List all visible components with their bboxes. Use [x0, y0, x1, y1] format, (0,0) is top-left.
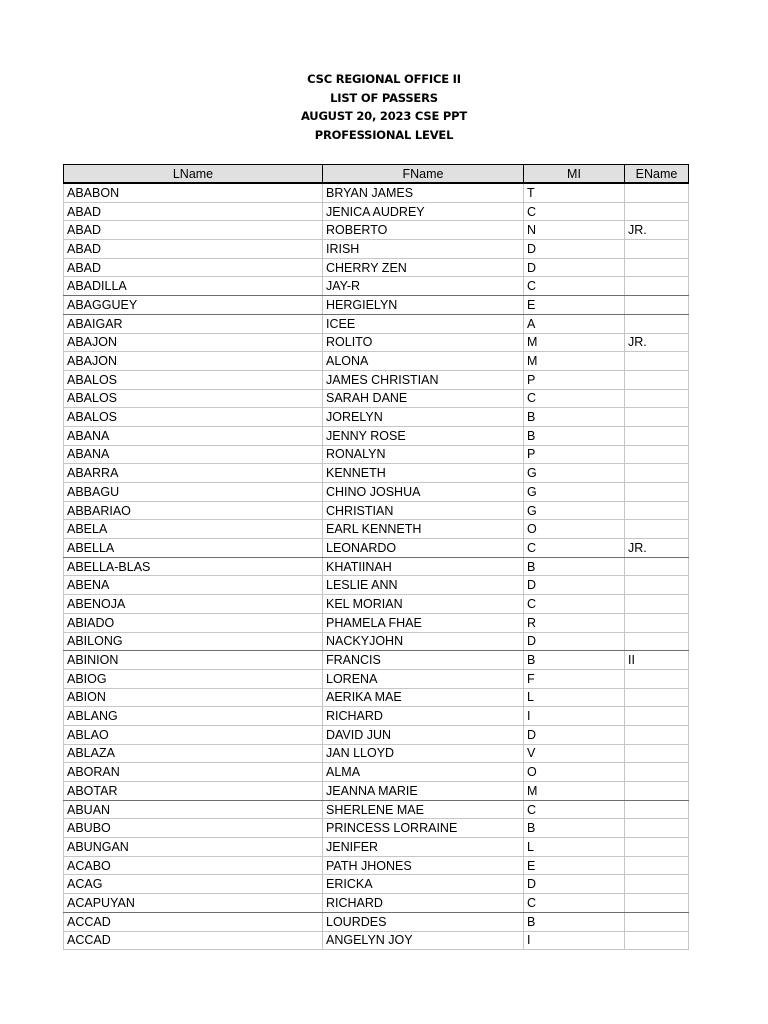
- ename-cell: [625, 894, 689, 913]
- lname-cell: ABAD: [64, 202, 323, 221]
- table-row: [64, 296, 689, 315]
- document-header: [0, 70, 768, 144]
- lname-cell: ABARRA: [64, 464, 323, 483]
- fname-cell: PATH JHONES: [323, 856, 524, 875]
- ename-cell: [625, 389, 689, 408]
- lname-cell: ABENOJA: [64, 595, 323, 614]
- fname-cell: EARL KENNETH: [323, 520, 524, 539]
- lname-cell: ABAD: [64, 221, 323, 240]
- fname-cell: ROLITO: [323, 333, 524, 352]
- fname-cell: JEANNA MARIE: [323, 782, 524, 801]
- lname-cell: ABUNGAN: [64, 838, 323, 857]
- lname-cell: ABALOS: [64, 389, 323, 408]
- lname-cell: ABAIGAR: [64, 314, 323, 333]
- ename-cell: [625, 576, 689, 595]
- ename-cell: [625, 202, 689, 221]
- mi-cell: B: [524, 651, 625, 670]
- table-row: [64, 483, 689, 502]
- mi-cell: V: [524, 744, 625, 763]
- lname-cell: ABOTAR: [64, 782, 323, 801]
- mi-cell: D: [524, 576, 625, 595]
- fname-cell: JAN LLOYD: [323, 744, 524, 763]
- fname-cell: HERGIELYN: [323, 296, 524, 315]
- mi-cell: P: [524, 370, 625, 389]
- mi-cell: C: [524, 595, 625, 614]
- mi-cell: L: [524, 688, 625, 707]
- fname-cell: PHAMELA FHAE: [323, 613, 524, 632]
- ename-cell: [625, 595, 689, 614]
- table-row: [64, 613, 689, 632]
- ename-cell: [625, 464, 689, 483]
- ename-cell: [625, 875, 689, 894]
- fname-cell: KEL MORIAN: [323, 595, 524, 614]
- lname-cell: ABAJON: [64, 352, 323, 371]
- fname-cell: RICHARD: [323, 894, 524, 913]
- ename-cell: [625, 408, 689, 427]
- office-title: CSC REGIONAL OFFICE II: [307, 72, 461, 86]
- table-row: [64, 333, 689, 352]
- ename-cell: JR.: [625, 539, 689, 558]
- mi-cell: C: [524, 277, 625, 296]
- table-row: [64, 800, 689, 819]
- lname-cell: ABION: [64, 688, 323, 707]
- lname-cell: ABIOG: [64, 669, 323, 688]
- lname-cell: ABANA: [64, 426, 323, 445]
- mi-cell: M: [524, 782, 625, 801]
- table-row: [64, 688, 689, 707]
- fname-cell: ALONA: [323, 352, 524, 371]
- fname-cell: LOURDES: [323, 912, 524, 931]
- mi-cell: C: [524, 539, 625, 558]
- ename-cell: [625, 483, 689, 502]
- fname-cell: NACKYJOHN: [323, 632, 524, 651]
- ename-cell: [625, 613, 689, 632]
- lname-cell: ABAD: [64, 258, 323, 277]
- table-row: [64, 258, 689, 277]
- ename-cell: [625, 183, 689, 202]
- lname-cell: ABALOS: [64, 370, 323, 389]
- lname-cell: ABLAZA: [64, 744, 323, 763]
- lname-cell: ABELLA: [64, 539, 323, 558]
- table-row: [64, 352, 689, 371]
- table-row: [64, 651, 689, 670]
- table-row: [64, 595, 689, 614]
- ename-cell: [625, 296, 689, 315]
- table-row: [64, 221, 689, 240]
- column-header-fname: FName: [323, 165, 524, 184]
- mi-cell: C: [524, 894, 625, 913]
- fname-cell: ANGELYN JOY: [323, 931, 524, 950]
- passers-table: [63, 164, 689, 950]
- ename-cell: [625, 763, 689, 782]
- mi-cell: I: [524, 707, 625, 726]
- lname-cell: ABAD: [64, 240, 323, 259]
- exam-level: PROFESSIONAL LEVEL: [314, 127, 454, 142]
- mi-cell: B: [524, 912, 625, 931]
- ename-cell: [625, 707, 689, 726]
- ename-cell: [625, 725, 689, 744]
- lname-cell: ABBARIAO: [64, 501, 323, 520]
- ename-cell: [625, 669, 689, 688]
- table-row: [64, 894, 689, 913]
- ename-cell: [625, 240, 689, 259]
- ename-cell: JR.: [625, 221, 689, 240]
- mi-cell: D: [524, 258, 625, 277]
- lname-cell: ABADILLA: [64, 277, 323, 296]
- mi-cell: G: [524, 501, 625, 520]
- table-row: [64, 632, 689, 651]
- fname-cell: JAY-R: [323, 277, 524, 296]
- table-row: [64, 539, 689, 558]
- lname-cell: ABORAN: [64, 763, 323, 782]
- table-row: [64, 782, 689, 801]
- table-row: [64, 557, 689, 576]
- table-row: [64, 875, 689, 894]
- fname-cell: JENICA AUDREY: [323, 202, 524, 221]
- lname-cell: ABLANG: [64, 707, 323, 726]
- table-row: [64, 464, 689, 483]
- ename-cell: [625, 632, 689, 651]
- mi-cell: O: [524, 520, 625, 539]
- table-row: [64, 707, 689, 726]
- lname-cell: ACAPUYAN: [64, 894, 323, 913]
- table-row: [64, 408, 689, 427]
- mi-cell: O: [524, 763, 625, 782]
- exam-date: AUGUST 20, 2023 CSE PPT: [300, 109, 468, 124]
- table-row: [64, 744, 689, 763]
- fname-cell: JENIFER: [323, 838, 524, 857]
- mi-cell: M: [524, 333, 625, 352]
- table-row: [64, 314, 689, 333]
- mi-cell: C: [524, 202, 625, 221]
- table-row: [64, 240, 689, 259]
- table-row: [64, 669, 689, 688]
- ename-cell: [625, 370, 689, 389]
- ename-cell: [625, 688, 689, 707]
- fname-cell: BRYAN JAMES: [323, 183, 524, 202]
- table-row: [64, 183, 689, 202]
- column-header-ename: EName: [625, 165, 689, 184]
- mi-cell: F: [524, 669, 625, 688]
- table-row: [64, 426, 689, 445]
- mi-cell: B: [524, 819, 625, 838]
- ename-cell: [625, 501, 689, 520]
- fname-cell: SHERLENE MAE: [323, 800, 524, 819]
- table-row: [64, 725, 689, 744]
- mi-cell: E: [524, 856, 625, 875]
- table-row: [64, 370, 689, 389]
- lname-cell: ABUAN: [64, 800, 323, 819]
- ename-cell: [625, 819, 689, 838]
- ename-cell: [625, 258, 689, 277]
- ename-cell: [625, 744, 689, 763]
- table-row: [64, 501, 689, 520]
- table-row: [64, 520, 689, 539]
- mi-cell: D: [524, 632, 625, 651]
- fname-cell: JORELYN: [323, 408, 524, 427]
- fname-cell: CHERRY ZEN: [323, 258, 524, 277]
- fname-cell: CHINO JOSHUA: [323, 483, 524, 502]
- fname-cell: KENNETH: [323, 464, 524, 483]
- fname-cell: LESLIE ANN: [323, 576, 524, 595]
- lname-cell: ABUBO: [64, 819, 323, 838]
- ename-cell: [625, 352, 689, 371]
- lname-cell: ACABO: [64, 856, 323, 875]
- table-row: [64, 838, 689, 857]
- fname-cell: FRANCIS: [323, 651, 524, 670]
- table-row: [64, 931, 689, 950]
- fname-cell: ALMA: [323, 763, 524, 782]
- mi-cell: D: [524, 725, 625, 744]
- mi-cell: R: [524, 613, 625, 632]
- lname-cell: ABALOS: [64, 408, 323, 427]
- ename-cell: [625, 856, 689, 875]
- lname-cell: ACCAD: [64, 931, 323, 950]
- table-row: [64, 389, 689, 408]
- lname-cell: ABAGGUEY: [64, 296, 323, 315]
- lname-cell: ABLAO: [64, 725, 323, 744]
- mi-cell: C: [524, 800, 625, 819]
- fname-cell: PRINCESS LORRAINE: [323, 819, 524, 838]
- mi-cell: N: [524, 221, 625, 240]
- mi-cell: D: [524, 875, 625, 894]
- mi-cell: B: [524, 557, 625, 576]
- lname-cell: ABABON: [64, 183, 323, 202]
- mi-cell: G: [524, 464, 625, 483]
- column-header-lname: LName: [64, 165, 323, 184]
- lname-cell: ABILONG: [64, 632, 323, 651]
- fname-cell: LEONARDO: [323, 539, 524, 558]
- fname-cell: RICHARD: [323, 707, 524, 726]
- lname-cell: ACAG: [64, 875, 323, 894]
- column-header-mi: MI: [524, 165, 625, 184]
- fname-cell: DAVID JUN: [323, 725, 524, 744]
- lname-cell: ABELA: [64, 520, 323, 539]
- ename-cell: [625, 520, 689, 539]
- mi-cell: G: [524, 483, 625, 502]
- ename-cell: [625, 838, 689, 857]
- mi-cell: I: [524, 931, 625, 950]
- mi-cell: M: [524, 352, 625, 371]
- ename-cell: JR.: [625, 333, 689, 352]
- ename-cell: [625, 912, 689, 931]
- ename-cell: [625, 445, 689, 464]
- table-header-row: [64, 165, 689, 184]
- mi-cell: B: [524, 408, 625, 427]
- ename-cell: [625, 277, 689, 296]
- lname-cell: ABELLA-BLAS: [64, 557, 323, 576]
- lname-cell: ABANA: [64, 445, 323, 464]
- lname-cell: ABENA: [64, 576, 323, 595]
- mi-cell: E: [524, 296, 625, 315]
- mi-cell: B: [524, 426, 625, 445]
- ename-cell: [625, 931, 689, 950]
- fname-cell: ERICKA: [323, 875, 524, 894]
- fname-cell: SARAH DANE: [323, 389, 524, 408]
- table-row: [64, 856, 689, 875]
- lname-cell: ABINION: [64, 651, 323, 670]
- ename-cell: [625, 314, 689, 333]
- fname-cell: IRISH: [323, 240, 524, 259]
- mi-cell: A: [524, 314, 625, 333]
- table-body: [64, 183, 689, 950]
- fname-cell: LORENA: [323, 669, 524, 688]
- fname-cell: ICEE: [323, 314, 524, 333]
- lname-cell: ABBAGU: [64, 483, 323, 502]
- list-title: LIST OF PASSERS: [330, 90, 438, 105]
- ename-cell: [625, 557, 689, 576]
- fname-cell: JENNY ROSE: [323, 426, 524, 445]
- table-row: [64, 912, 689, 931]
- fname-cell: CHRISTIAN: [323, 501, 524, 520]
- fname-cell: RONALYN: [323, 445, 524, 464]
- table-row: [64, 277, 689, 296]
- fname-cell: KHATIINAH: [323, 557, 524, 576]
- mi-cell: D: [524, 240, 625, 259]
- lname-cell: ABIADO: [64, 613, 323, 632]
- table-row: [64, 763, 689, 782]
- ename-cell: II: [625, 651, 689, 670]
- table-row: [64, 576, 689, 595]
- table-row: [64, 445, 689, 464]
- fname-cell: AERIKA MAE: [323, 688, 524, 707]
- mi-cell: L: [524, 838, 625, 857]
- fname-cell: JAMES CHRISTIAN: [323, 370, 524, 389]
- lname-cell: ACCAD: [64, 912, 323, 931]
- fname-cell: ROBERTO: [323, 221, 524, 240]
- mi-cell: P: [524, 445, 625, 464]
- lname-cell: ABAJON: [64, 333, 323, 352]
- ename-cell: [625, 782, 689, 801]
- table-row: [64, 202, 689, 221]
- ename-cell: [625, 800, 689, 819]
- ename-cell: [625, 426, 689, 445]
- mi-cell: C: [524, 389, 625, 408]
- mi-cell: T: [524, 183, 625, 202]
- table-row: [64, 819, 689, 838]
